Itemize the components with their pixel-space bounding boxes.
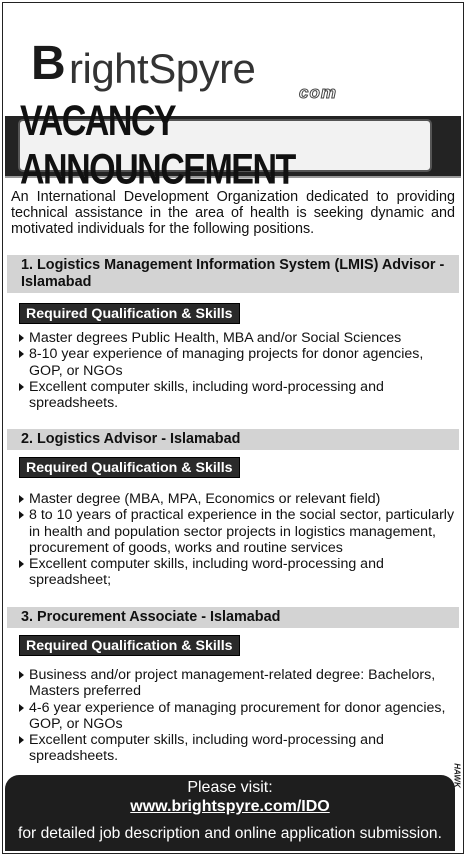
bullet-icon	[19, 736, 24, 744]
position-3-requirements	[17, 667, 459, 765]
apply-link[interactable]: www.brightspyre.com/IDO	[130, 798, 330, 815]
title-banner	[5, 96, 461, 193]
position-1-requirements	[17, 330, 459, 411]
brightspyre-logo[interactable]	[31, 37, 351, 102]
position-title-3: 3. Procurement Associate - Islamabad	[7, 607, 459, 628]
bullet-icon	[19, 383, 24, 391]
list-item: Excellent computer skills, including word-processing and spreadsheets.	[17, 732, 459, 765]
list-item: 8-10 year experience of managing projects for donor agencies, GOP, or NGOs	[17, 346, 459, 379]
footer-visit-text: Please visit:	[187, 779, 273, 796]
bullet-icon	[19, 671, 24, 679]
position-2-requirements	[17, 491, 459, 589]
bullet-icon	[19, 334, 24, 342]
page-title: VACANCY ANNOUNCEMENT	[20, 96, 295, 193]
bullet-icon	[19, 350, 24, 358]
list-item: Master degree (MBA, MPA, Economics or relevant field)	[17, 491, 459, 507]
bullet-icon	[19, 704, 24, 712]
footer-url[interactable]	[5, 798, 455, 816]
bullet-icon	[19, 511, 24, 519]
logo-initial: B	[31, 37, 66, 90]
required-skills-label-2: Required Qualification & Skills	[19, 457, 240, 478]
list-item: Excellent computer skills, including word-processing and spreadsheet;	[17, 556, 459, 589]
position-title-2: 2. Logistics Advisor - Islamabad	[7, 429, 459, 450]
list-item: 8 to 10 years of practical experience in the social sector, particularly in health and population sector projects in logistics management, procurement of goods, works and routine services	[17, 507, 459, 556]
required-skills-label-3: Required Qualification & Skills	[19, 635, 240, 656]
agency-mark	[449, 755, 465, 795]
position-title-1: 1. Logistics Management Information System (LMIS) Advisor - Islamabad	[7, 255, 459, 293]
agency-mark-text: HAWK	[452, 762, 462, 788]
logo-wordmark: rightSpyre	[69, 45, 256, 92]
required-skills-label-1: Required Qualification & Skills	[19, 303, 240, 324]
intro-paragraph: An International Development Organization dedicated to providing technical assistance in the area of health is seeking dynamic and motivated individuals for the following positions.	[11, 189, 455, 237]
list-item: 4-6 year experience of managing procurement for donor agencies, GOP, or NGOs	[17, 700, 459, 733]
job-advertisement	[2, 2, 464, 854]
list-item: Business and/or project management-related degree: Bachelors, Masters preferred	[17, 667, 459, 700]
title-banner-inner	[18, 96, 432, 193]
logo-suffix: com	[299, 83, 337, 102]
bullet-icon	[19, 495, 24, 503]
list-item: Excellent computer skills, including word-processing and spreadsheets.	[17, 379, 459, 412]
bullet-icon	[19, 560, 24, 568]
apply-footer	[5, 775, 455, 851]
footer-instructions: for detailed job description and online application submission.	[18, 825, 442, 842]
list-item: Master degrees Public Health, MBA and/or Social Sciences	[17, 330, 459, 346]
